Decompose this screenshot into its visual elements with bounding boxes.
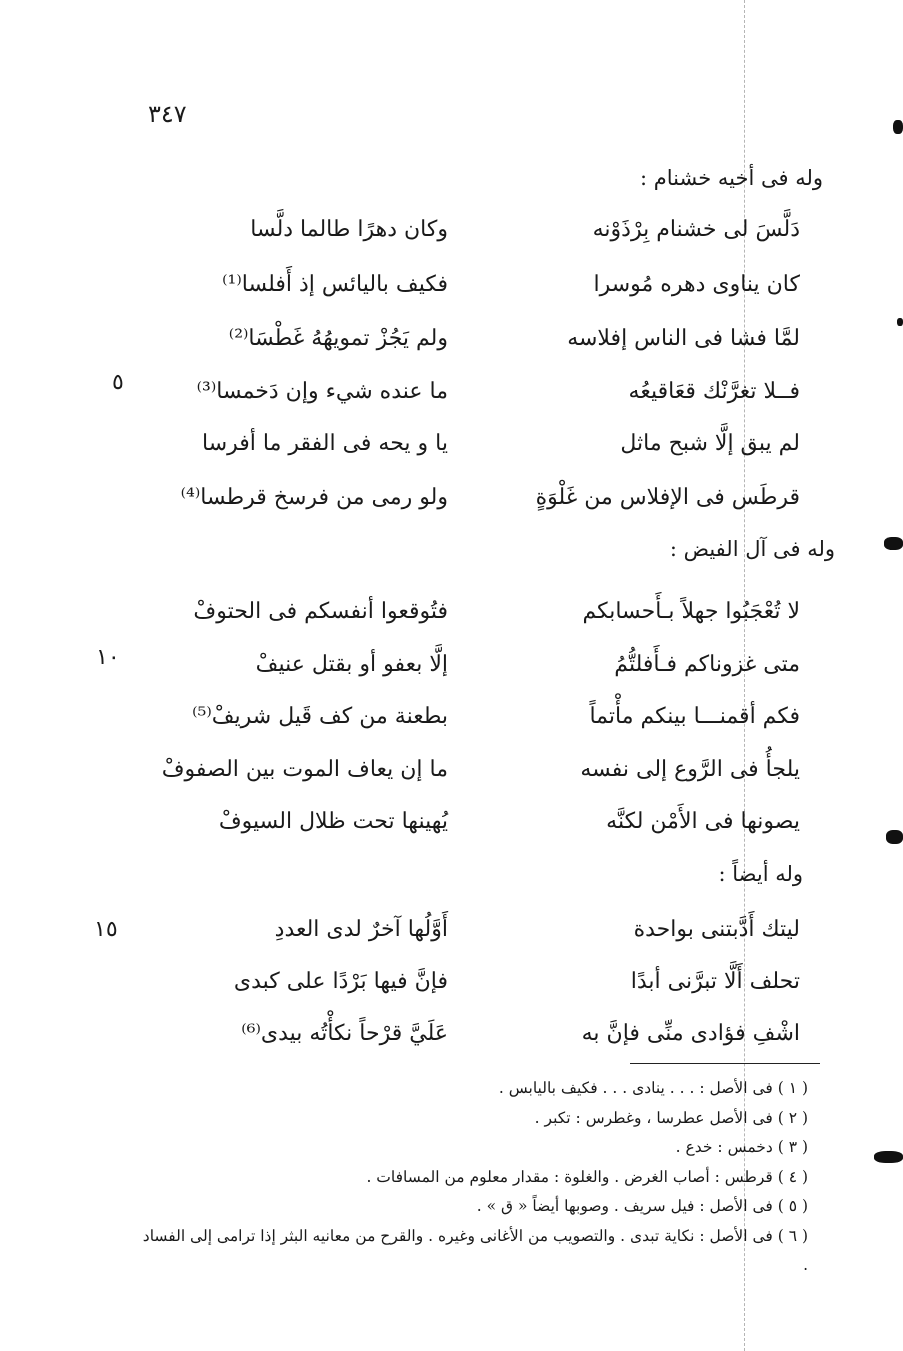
line-number: ١٥ [94, 917, 118, 942]
verse-line [150, 590, 800, 634]
verse-first-hemistich: فكم أقمنـــا بينكم مأْتماً [589, 704, 800, 729]
verse-first-hemistich: ليتك أَدَّبتنى بواحدة [633, 917, 800, 942]
verse-first-hemistich: لمَّا فشا فى الناس إفلاسه [567, 326, 800, 351]
verse-first-hemistich: متى غزوناكم فـأَفلتُّمُ [614, 652, 800, 677]
verse-first-hemistich: فــلا تغرَّنْك قعَاقيعُه [628, 379, 800, 404]
verse-line [150, 908, 800, 952]
binding-mark [874, 1151, 903, 1163]
verse-second-hemistich: ما عنده شيء وإن دَخمسا⁽³⁾ [196, 379, 448, 404]
verse-second-hemistich: فكيف باليائس إذ أَفلسا⁽¹⁾ [222, 272, 448, 297]
verse-first-hemistich: اشْفِ فؤادى منِّى فإنَّ به [581, 1021, 800, 1046]
verse-line [150, 643, 800, 687]
footnote: ( ٢ ) فى الأصل عطرسا ، وغطرس : تكبر . [534, 1108, 808, 1127]
footnote: ( ٥ ) فى الأصل : فيل سريف . وصوبها أيضاً « ق » . [476, 1197, 808, 1215]
section-heading: وله فى آل الفيض : [669, 537, 835, 561]
verse-first-hemistich: قرطَس فى الإفلاس من غَلْوَةٍ [535, 485, 800, 510]
section-heading: وله فى أخيه خشنام : [640, 166, 823, 190]
verse-line [150, 748, 800, 792]
verse-first-hemistich: يصونها فى الأَمْن لكنَّه [606, 809, 800, 834]
footnote-separator [630, 1063, 820, 1064]
verse-second-hemistich: ولم يَجُزْ تمويهُهُ غَطْسَا⁽²⁾ [228, 326, 448, 351]
verse-first-hemistich: لا تُعْجَبُوا جهلاً بـأَحسابكم [582, 599, 800, 624]
footnote: ( ١ ) فى الأصل : . . . ينادى . . . فكيف باليابس . [498, 1079, 808, 1097]
verse-line [150, 263, 800, 307]
verse-second-hemistich: فتُوقعوا أنفسكم فى الحتوفْ [193, 599, 448, 624]
verse-line [150, 476, 800, 520]
verse-second-hemistich: فإنَّ فيها بَرْدًا على كبدى [233, 969, 448, 994]
verse-line [150, 695, 800, 739]
verse-second-hemistich: وكان دهرًا طالما دلَّسا [250, 217, 448, 242]
verse-second-hemistich: أَوَّلُها آخرٌ لدى العددِ [274, 917, 448, 942]
line-number: ٥ [112, 370, 124, 395]
verse-second-hemistich: إلَّا بعفو أو بقتل عنيفْ [255, 652, 448, 677]
section-heading: وله أيضاً : [718, 862, 803, 886]
verse-line [150, 960, 800, 1004]
verse-line [150, 370, 800, 414]
verse-first-hemistich: دَلَّسَ لى خشنام بِرْذَوْنه [592, 217, 800, 242]
verse-line [150, 422, 800, 466]
binding-mark [886, 830, 903, 844]
footnotes [140, 1074, 808, 1281]
page-number: ٣٤٧ [148, 100, 187, 128]
verse-line [150, 1012, 800, 1056]
verse-second-hemistich: بطعنة من كف قَيل شريفْ⁽⁵⁾ [192, 704, 448, 729]
binding-mark [893, 120, 903, 134]
verse-second-hemistich: يا و يحه فى الفقر ما أفرسا [202, 431, 448, 456]
verse-first-hemistich: لم يبق إلَّا شبح ماثل [620, 431, 800, 456]
verse-second-hemistich: ما إن يعاف الموت بين الصفوفْ [161, 757, 448, 782]
binding-mark [884, 537, 903, 550]
verse-second-hemistich: ولو رمى من فرسخ قرطسا⁽⁴⁾ [180, 485, 448, 510]
verse-line [150, 208, 800, 252]
verse-second-hemistich: عَلَيَّ قرْحاً نكأْتُه بيدى⁽⁶⁾ [241, 1021, 448, 1046]
verse-first-hemistich: تحلف أَلَّا تبرَّنى أبدًا [630, 969, 800, 994]
footnote: ( ٦ ) فى الأصل : نكاية تبدى . والتصويب من الأغانى وغيره . والقرح من معانيه البثر إذا ترامى إلى الفساد . [142, 1226, 808, 1274]
line-number: ١٠ [96, 645, 120, 670]
footnote: ( ٣ ) دخمس : خدع . [675, 1138, 808, 1156]
verse-line [150, 317, 800, 361]
footnote: ( ٤ ) قرطس : أصاب الغرض . والغلوة : مقدار معلوم من المسافات . [366, 1167, 808, 1186]
verse-second-hemistich: يُهينها تحت ظلال السيوفْ [218, 809, 448, 834]
binding-mark [897, 318, 903, 326]
verse-line [150, 800, 800, 844]
verse-first-hemistich: كان يناوى دهره مُوسرا [593, 272, 800, 297]
verse-first-hemistich: يلجأُ فى الرَّوع إلى نفسه [580, 757, 800, 782]
